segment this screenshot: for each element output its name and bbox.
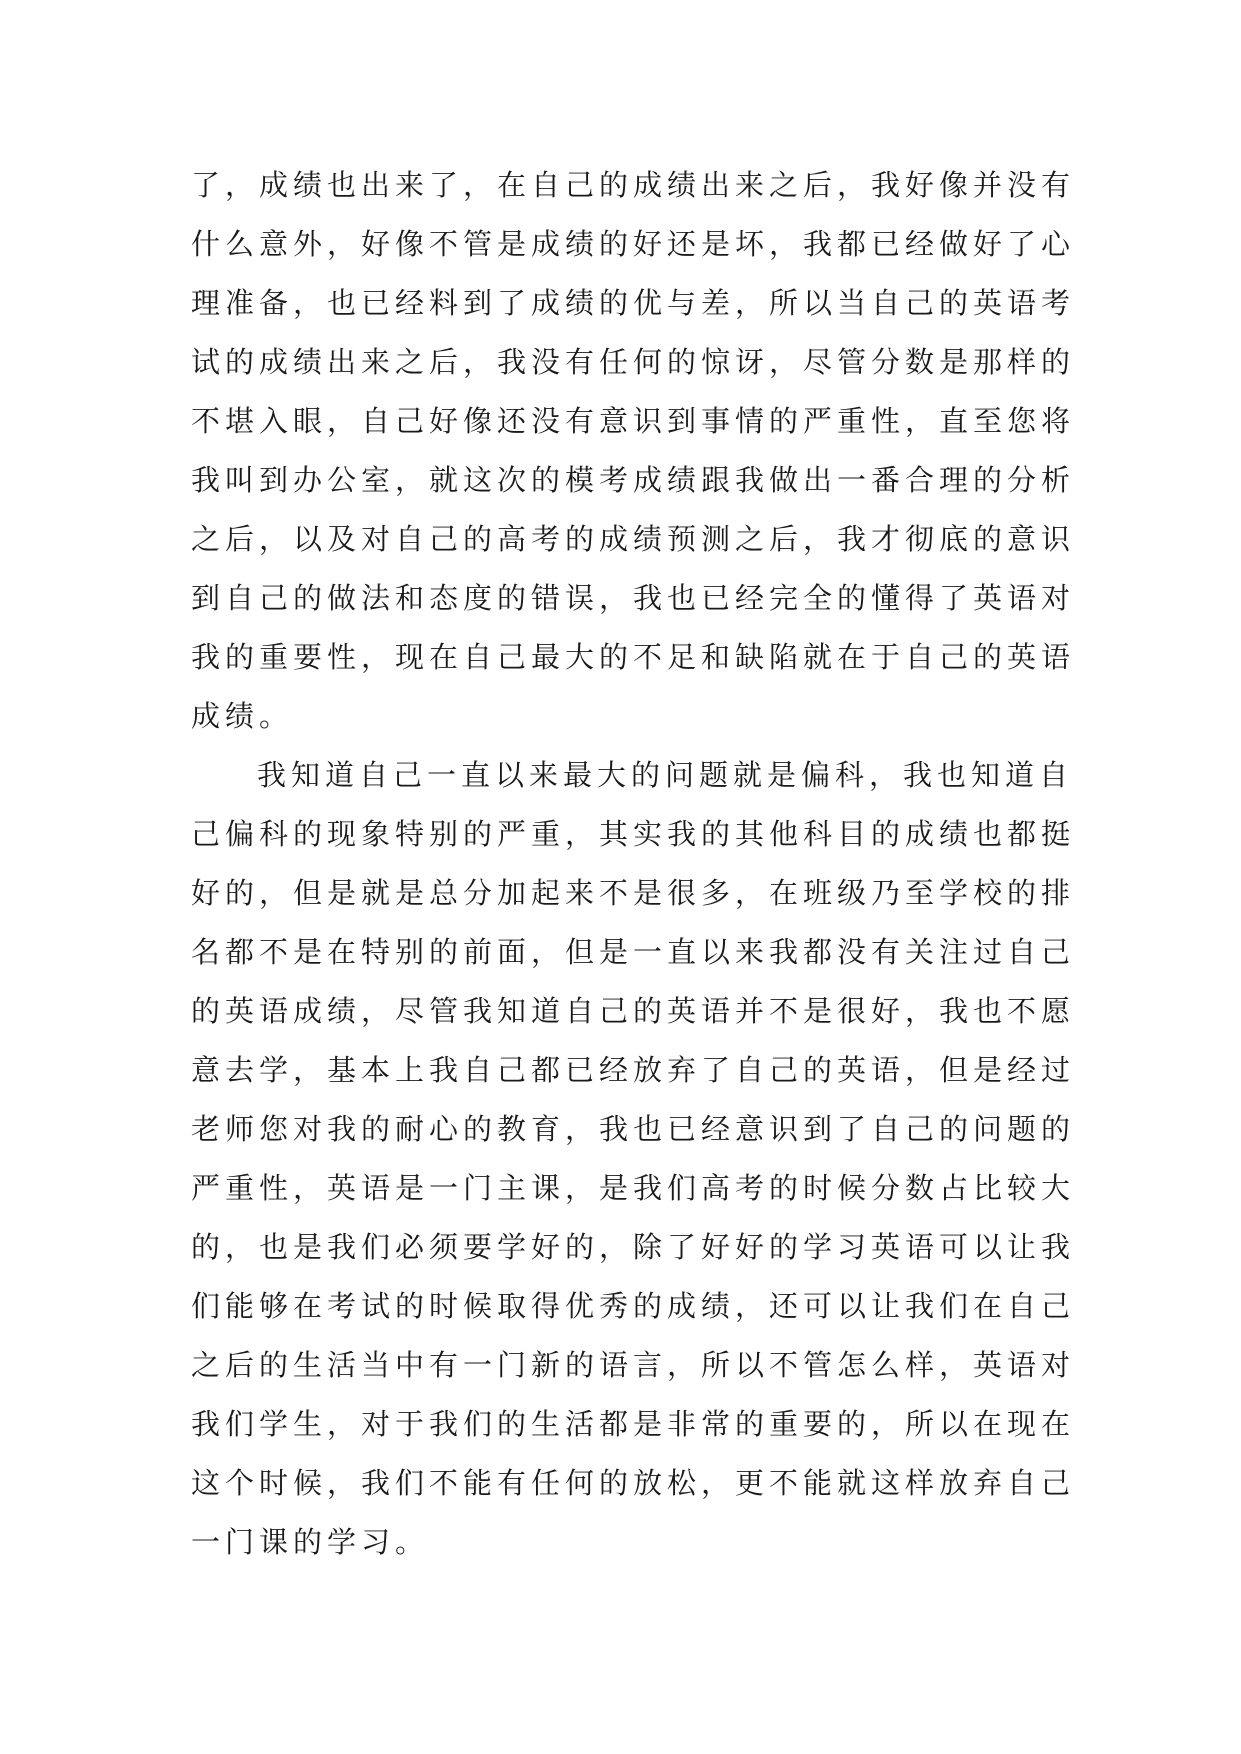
paragraph-first-line: 我知道自己一直以来最大的问题就是偏科，我也知道自	[257, 758, 1074, 792]
text-line: 到自己的做法和态度的错误，我也已经完全的懂得了英语对	[191, 581, 1076, 615]
text-line: 成绩。	[191, 699, 294, 733]
text-line: 我们学生，对于我们的生活都是非常的重要的，所以在现在	[191, 1407, 1076, 1441]
text-line: 我叫到办公室，就这次的模考成绩跟我做出一番合理的分析	[191, 463, 1076, 497]
text-line: 我的重要性，现在自己最大的不足和缺陷就在于自己的英语	[191, 640, 1076, 674]
text-line: 的，也是我们必须要学好的，除了好好的学习英语可以让我	[191, 1230, 1076, 1264]
text-line: 之后，以及对自己的高考的成绩预测之后，我才彻底的意识	[191, 522, 1076, 556]
text-line: 不堪入眼，自己好像还没有意识到事情的严重性，直至您将	[191, 404, 1076, 438]
text-line: 的英语成绩，尽管我知道自己的英语并不是很好，我也不愿	[191, 994, 1076, 1028]
body-text	[191, 165, 1076, 1581]
text-line: 试的成绩出来之后，我没有任何的惊讶，尽管分数是那样的	[191, 345, 1076, 379]
text-line: 一门课的学习。	[191, 1525, 430, 1559]
text-line: 了，成绩也出来了，在自己的成绩出来之后，我好像并没有	[191, 168, 1076, 202]
text-line: 之后的生活当中有一门新的语言，所以不管怎么样，英语对	[191, 1348, 1076, 1382]
text-line: 这个时候，我们不能有任何的放松，更不能就这样放弃自己	[191, 1466, 1076, 1500]
text-line: 己偏科的现象特别的严重，其实我的其他科目的成绩也都挺	[191, 817, 1076, 851]
text-line: 严重性，英语是一门主课，是我们高考的时候分数占比较大	[191, 1171, 1076, 1205]
text-line: 什么意外，好像不管是成绩的好还是坏，我都已经做好了心	[191, 227, 1076, 261]
text-line: 们能够在考试的时候取得优秀的成绩，还可以让我们在自己	[191, 1289, 1076, 1323]
text-line: 理准备，也已经料到了成绩的优与差，所以当自己的英语考	[191, 286, 1076, 320]
text-line: 老师您对我的耐心的教育，我也已经意识到了自己的问题的	[191, 1112, 1076, 1146]
text-line: 名都不是在特别的前面，但是一直以来我都没有关注过自己	[191, 935, 1076, 969]
text-line: 好的，但是就是总分加起来不是很多，在班级乃至学校的排	[191, 876, 1076, 910]
text-line: 意去学，基本上我自己都已经放弃了自己的英语，但是经过	[191, 1053, 1076, 1087]
